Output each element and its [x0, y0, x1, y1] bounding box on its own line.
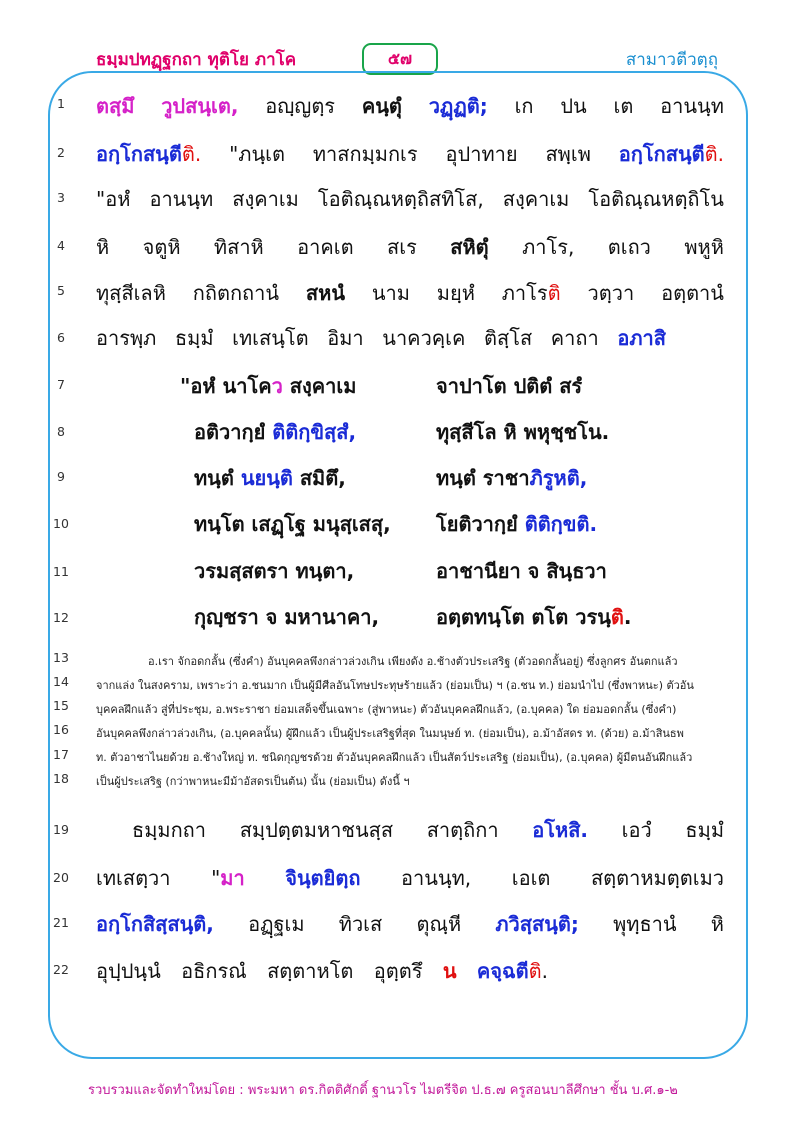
word: หิ — [96, 235, 110, 259]
word: จินฺตยิตฺถ — [285, 866, 361, 890]
word: กถิตกถานํ — [192, 281, 280, 305]
word: เอเต — [511, 866, 551, 890]
line-number: 11 — [53, 564, 69, 579]
word: ภาโร, — [522, 235, 575, 259]
word: เอวํ — [621, 818, 652, 842]
word: สหิตุํ — [450, 235, 489, 259]
word: "อหํ — [96, 187, 131, 211]
text-line-2 — [96, 138, 724, 170]
text-line-1 — [96, 90, 724, 122]
text-line-22 — [96, 955, 548, 987]
word: ตสฺมึ — [96, 94, 135, 118]
translation-line-17: ท. ตัวอาชาไนยด้วย อ.ช้างใหญ่ ท. ชนิดกุญชรด้วย ตัวอันบุคคลฝึกแล้ว เป็นสัตว์ประเสริฐ (ย่อมเป็น), (อ.บุคคล) ผู้มีตนอันฝึกแล้ว — [96, 751, 693, 764]
word: วฏฺฏติ; — [428, 94, 488, 118]
word: คนฺตุํ — [361, 94, 402, 118]
word: ติสฺโส — [484, 326, 533, 350]
word: สงฺคาเม — [232, 187, 299, 211]
word: จตูหิ — [142, 235, 181, 259]
word: สงฺคาเม — [502, 187, 570, 211]
line-number: 21 — [53, 915, 69, 930]
verse-line-10b: โยติวากฺยํ ติติกฺขติ. — [436, 512, 598, 536]
word: ทาสกมฺมกเร — [312, 142, 418, 166]
line-number: 14 — [53, 674, 69, 689]
line-number: 1 — [57, 96, 65, 111]
line-number: 19 — [53, 822, 69, 837]
word: เต — [613, 94, 634, 118]
line-number: 15 — [53, 698, 69, 713]
word: อกฺโกสนฺตีติ. — [96, 142, 202, 166]
line-number: 17 — [53, 747, 69, 762]
text-line-5 — [96, 277, 724, 309]
word: สตฺตาหโต — [267, 959, 354, 983]
word: อุตฺตรึ — [373, 959, 423, 983]
verse-line-12b: อตฺตทนฺโต ตโต วรนฺติ. — [436, 605, 632, 629]
word: อานนฺท — [149, 187, 214, 211]
header-story-title: สามาวตีวตฺถุ — [625, 50, 718, 70]
text-line-3 — [96, 183, 724, 215]
word: สหนํ — [305, 281, 345, 305]
word: สพฺเพ — [545, 142, 591, 166]
verse-line-8a: อติวากฺยํ ติติกฺขิสฺสํ, — [194, 420, 357, 444]
word: เทเสตฺวา — [96, 866, 171, 890]
text-line-20 — [96, 862, 724, 894]
word: อตฺตานํ — [661, 281, 724, 305]
page-number: ๕๗ — [362, 43, 438, 75]
header-title: ธมฺมปทฏฺฐกถา ทุติโย ภาโค — [96, 50, 297, 70]
line-number: 22 — [53, 962, 69, 977]
word: อารพฺภ — [96, 326, 157, 350]
word: หิ — [710, 912, 724, 936]
word: ทุสฺสีเลหิ — [96, 281, 166, 305]
word: คจฺฉตีติ. — [476, 959, 548, 983]
translation-line-16: อันบุคคลพึงกล่าวล่วงเกิน, (อ.บุคคลนั้น) ผู้ฝึกแล้ว เป็นผู้ประเสริฐที่สุด ในมนุษย์ ท. (ย่อมเป็น), อ.ม้าอัสดร ท. (ด้วย) อ.ม้าสินธพ — [96, 727, 684, 740]
verse-line-9b: ทนฺตํ ราชาภิรูหติ, — [436, 466, 588, 490]
word: อญฺญตฺร — [265, 94, 336, 118]
word: อิมา — [327, 326, 364, 350]
word: น — [442, 959, 457, 983]
word: โอติณฺณหตฺถิสทิโส, — [317, 187, 484, 211]
line-number: 13 — [53, 650, 69, 665]
word: อาคเต — [297, 235, 354, 259]
line-number: 9 — [57, 469, 65, 484]
word: ธมฺมํ — [174, 326, 214, 350]
verse-line-11a: วรมสฺสตรา ทนฺตา, — [194, 559, 355, 583]
word: เก — [514, 94, 534, 118]
verse-line-10a: ทนฺโต เสฏฺโฐ มนุสฺเสสุ, — [194, 512, 391, 536]
text-line-4 — [96, 231, 724, 263]
word: คาถา — [550, 326, 599, 350]
word: อานนฺท, — [401, 866, 472, 890]
text-line-21 — [96, 908, 724, 940]
word: อุปฺปนฺนํ — [96, 959, 161, 983]
word: ปน — [560, 94, 587, 118]
line-number: 3 — [57, 190, 65, 205]
word: นาม — [371, 281, 410, 305]
word: วตฺวา — [587, 281, 635, 305]
verse-line-8b: ทุสฺสีโล หิ พหุชฺชโน. — [436, 420, 610, 444]
line-number: 8 — [57, 424, 65, 439]
word: อุปาทาย — [445, 142, 518, 166]
word: พุทฺธานํ — [613, 912, 677, 936]
word: โอติณฺณหตฺถิโน — [588, 187, 724, 211]
word: "ภนฺเต — [229, 142, 285, 166]
text-line-19 — [132, 814, 724, 846]
verse-line-12a: กุญฺชรา จ มหานาคา, — [194, 605, 380, 629]
word: ตุณฺหี — [416, 912, 462, 936]
word: "มา — [211, 866, 245, 890]
translation-line-13: อ.เรา จักอดกลั้น (ซึ่งคำ) อันบุคคลพึงกล่าวล่วงเกิน เพียงดัง อ.ช้างตัวประเสริฐ (ตัวอดกลั้นอยู่) ซึ่งลูกศร อันตกแล้ว — [148, 655, 678, 668]
line-number: 12 — [53, 610, 69, 625]
line-number: 10 — [53, 516, 69, 531]
text-line-6 — [96, 322, 666, 354]
word: ภาโรติ — [501, 281, 561, 305]
word: สมฺปตฺตมหาชนสฺส — [239, 818, 394, 842]
word: อภาสิ — [617, 326, 666, 350]
word: สาตฺถิกา — [426, 818, 499, 842]
word: มยฺหํ — [436, 281, 475, 305]
word: เทเสนฺโต — [232, 326, 309, 350]
translation-line-14: จากแล่ง ในสงคราม, เพราะว่า อ.ชนมาก เป็นผู้มีศีลอันโทษประทุษร้ายแล้ว (ย่อมเป็น) ฯ (อ.ชน ท.) ย่อมนำไป (ซึ่งพาหนะ) ตัวอัน — [96, 679, 694, 692]
word: ภวิสฺสนฺติ; — [495, 912, 579, 936]
line-number: 4 — [57, 238, 65, 253]
word: ธมฺมํ — [685, 818, 724, 842]
line-number: 20 — [53, 870, 69, 885]
translation-line-18: เป็นผู้ประเสริฐ (กว่าพาหนะมีม้าอัสดรเป็นต้น) นั้น (ย่อมเป็น) ดังนี้ ฯ — [96, 775, 410, 788]
word: อกฺโกสิสฺสนฺติ, — [96, 912, 214, 936]
word: ทิวเส — [338, 912, 383, 936]
word: วูปสนฺเต, — [161, 94, 239, 118]
word: สตฺตาหมตฺตเมว — [590, 866, 724, 890]
word: พหูหิ — [684, 235, 724, 259]
word: สเร — [387, 235, 417, 259]
word: นาควคฺเค — [382, 326, 466, 350]
footer-credit: รวบรวมและจัดทำใหม่โดย : พระมหา ดร.กิตติศักดิ์ ฐานวโร ไมตรีจิต ป.ธ.๗ ครูสอนบาลีศึกษา ชั้น บ.ศ.๑-๒ — [88, 1083, 678, 1098]
verse-line-11b: อาชานียา จ สินฺธวา — [436, 559, 607, 583]
line-number: 7 — [57, 377, 65, 392]
verse-line-7b: จาปาโต ปติตํ สรํ — [436, 374, 583, 398]
word: อกฺโกสนฺตีติ. — [618, 142, 724, 166]
translation-line-15: บุคคลฝึกแล้ว สู่ที่ประชุม, อ.พระราชา ย่อมเสด็จขึ้นเฉพาะ (สู่พาหนะ) ตัวอันบุคคลฝึกแล้ว, (อ.บุคคล) ใด ย่อมอดกลั้น (ซึ่งคำ) — [96, 703, 677, 716]
word: อโหสิ. — [532, 818, 588, 842]
verse-line-7a: "อหํ นาโคว สงฺคาเม — [180, 374, 357, 398]
word: อธิกรณํ — [181, 959, 247, 983]
line-number: 16 — [53, 722, 69, 737]
word: ทิสาหิ — [213, 235, 264, 259]
line-number: 5 — [57, 283, 65, 298]
verse-line-9a: ทนฺตํ นยนฺติ สมิตึ, — [194, 466, 346, 490]
line-number: 18 — [53, 771, 69, 786]
line-number: 6 — [57, 330, 65, 345]
word: อฏฺฐเม — [248, 912, 305, 936]
word: ธมฺมกถา — [132, 818, 207, 842]
word: ตเถว — [607, 235, 651, 259]
word: อานนฺท — [660, 94, 724, 118]
line-number: 2 — [57, 145, 65, 160]
